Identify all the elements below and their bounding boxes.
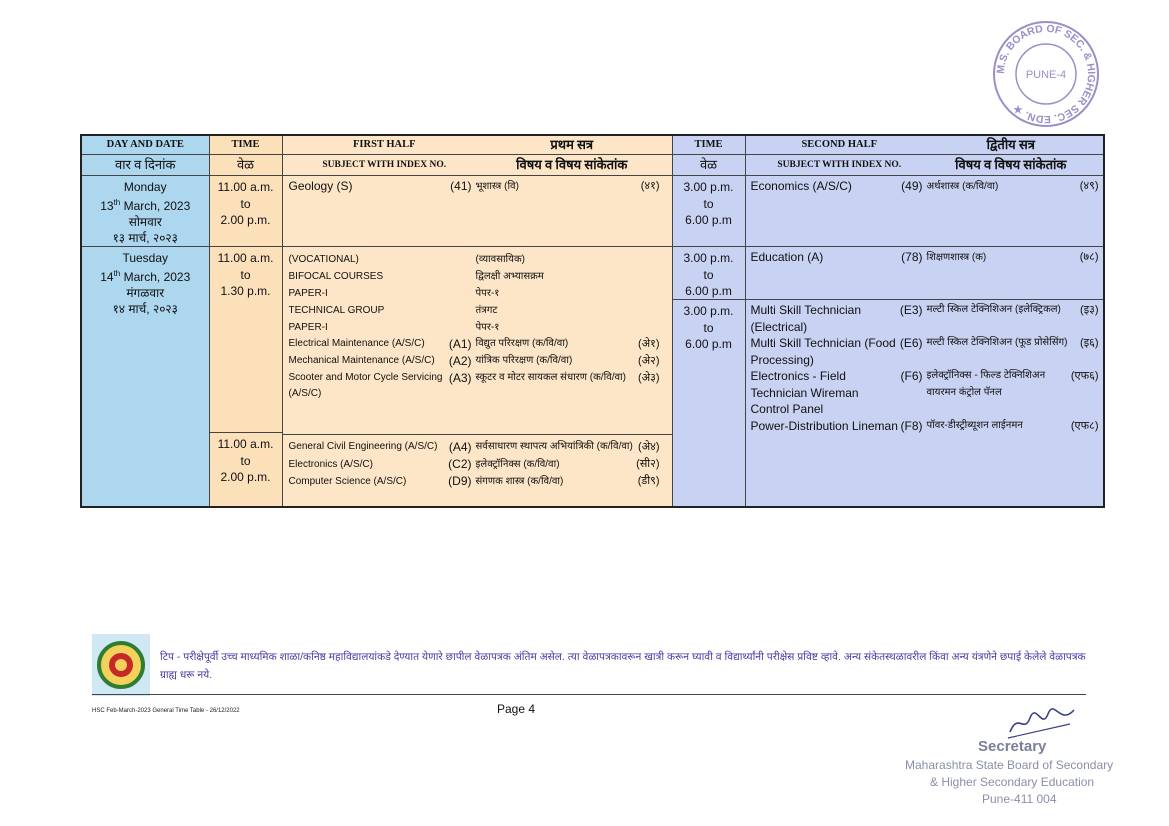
date-en: 13th March, 2023: [100, 198, 191, 213]
board-name-line-3: Pune-411 004: [982, 792, 1057, 806]
svg-text:M.S. BOARD OF SEC. & HIGHER SE: M.S. BOARD OF SEC. & HIGHER SEC. EDN. ★: [994, 22, 1098, 126]
header-time-1: TIME: [209, 135, 282, 155]
day-en: Monday: [123, 180, 167, 194]
subject-row: General Civil Engineering (A/S/C) (A4) सर्वसाधारण स्थापत्य अभियांत्रिकी (क/वि/वा) (अे४) Electronics (A/S/C) (C2) इलेक्ट्रॉनिक्स (क/वि/वा) (सी२) Computer Science (A/S/C) (D9) संगणक शास्त्र (क/वि/वा) (डी९): [288, 440, 660, 488]
day-mr: मंगळवार: [126, 286, 165, 300]
header-day-date: DAY AND DATE: [81, 135, 209, 155]
subject-en-2: SUBJECT WITH INDEX NO.: [777, 160, 902, 170]
footer-note: टिप - परीक्षेपूर्वी उच्च माध्यमिक शाळा/कनिष्ठ महाविद्यालयांकडे देण्यात येणारे छापील वेळापत्रक अंतिम असेल. त्या वेळापत्रकावरून खात्री करून घ्यावी व विद्यार्थ्यांनी परीक्षेस प्रविष्ट व्हावे. अन्य संकेतस्थळावरील किंवा अन्य यंत्रणेने छपाई केलेले वेळापत्रक ग्राह्य धरू नये.: [160, 651, 1086, 681]
second-half-subjects: [745, 247, 1104, 507]
date-mr: १३ मार्च, २०२३: [112, 231, 178, 245]
time-cell: 11.00 a.m. to 2.00 p.m.: [209, 176, 282, 247]
subject-row: Economics (A/S/C) (49) अर्थशास्त्र (क/वि/वा) (४९): [750, 179, 1099, 193]
day-cell: [81, 176, 209, 247]
first-half-en: FIRST HALF: [352, 139, 416, 150]
subject-row: Geology (S) (41) भूशास्त्र (वि) (४१): [288, 179, 660, 193]
board-logo: [92, 634, 150, 696]
footer-divider: [92, 694, 1086, 695]
board-name-line-1: Maharashtra State Board of Secondary: [905, 758, 1114, 772]
secretary-title: Secretary: [978, 738, 1047, 755]
header-second-half: [745, 135, 1104, 155]
page-number: Page 4: [497, 702, 536, 716]
svg-text:PUNE-4: PUNE-4: [1025, 69, 1067, 81]
second-half-mr: द्वितीय सत्र: [986, 137, 1035, 152]
header-time-2: TIME: [672, 135, 745, 155]
day-mr: सोमवार: [128, 215, 162, 229]
header-first-half: [282, 135, 672, 155]
subject-en-1: SUBJECT WITH INDEX NO.: [322, 160, 447, 170]
first-half-subjects: [282, 247, 672, 507]
date-en: 14th March, 2023: [100, 269, 191, 284]
header-time-mr-1: वेळ: [209, 155, 282, 176]
day-cell: [81, 247, 209, 507]
timetable: [80, 134, 1105, 508]
time-cell: 3.00 p.m. to 6.00 p.m 3.00 p.m. to 6.00 p.m: [672, 247, 745, 507]
document-id: HSC Feb-March-2023 General Time Table - 26/12/2022: [92, 708, 240, 714]
day-en: Tuesday: [122, 251, 169, 265]
subject-row: (VOCATIONAL) (व्यावसायिक) BIFOCAL COURSES द्विलक्षी अभ्यासक्रम PAPER-I पेपर-१ TECHNICAL GROUP तंत्रगट PAPER-I पेपर-१ Electrical Maintenance (A/S/C) (A1) विद्युत परिरक्षण (क/वि/वा) (अे१) Mechanical Maintenance (A/S/C) (A2) यांत्रिक परिरक्षण (क/वि/वा) (अे२) Scooter and Motor Cycle Servicing (A/S/C) (A3) स्कूटर व मोटर सायकल संधारण (क/वि/वा) (अे३): [288, 254, 660, 399]
first-half-mr: प्रथम सत्र: [550, 137, 594, 152]
second-half-en: SECOND HALF: [801, 139, 878, 150]
board-name-line-2: & Higher Secondary Education: [930, 775, 1095, 789]
time-cell: 3.00 p.m. to 6.00 p.m: [672, 176, 745, 247]
time-cell: 11.00 a.m. to 1.30 p.m. 11.00 a.m. to 2.00 p.m.: [209, 247, 282, 507]
subject-row: Education (A) (78) शिक्षणशास्त्र (क) (७८): [750, 250, 1099, 264]
header-subject-1: [282, 155, 672, 176]
emblem-icon: [92, 634, 150, 696]
header-subject-2: [745, 155, 1104, 176]
header-day-date-mr: वार व दिनांक: [81, 155, 209, 176]
header-time-mr-2: वेळ: [672, 155, 745, 176]
date-mr: १४ मार्च, २०२३: [112, 302, 178, 316]
subject-mr-1: विषय व विषय सांकेतांक: [516, 157, 628, 172]
subject-mr-2: विषय व विषय सांकेतांक: [955, 157, 1067, 172]
board-seal: [990, 18, 1102, 130]
subject-row: Multi Skill Technician (Electrical) (E3) मल्टी स्किल टेक्निशिअन (इलेक्ट्रिकल) (इ३) Multi Skill Technician (Food Processing) (E6) मल्टी स्किल टेक्निशिअन (फूड प्रोसेसिंग) (इ६) Electronics - Field Technician Wireman Control Panel (F6) इलेक्ट्रॉनिक्स - फिल्ड टेक्निशिअन वायरमन कंट्रोल पॅनल (एफ६) Power-Distribution Lineman (F8) पॉवर-डीस्ट्रीब्यूशन लाईनमन (एफ८): [750, 303, 1099, 433]
first-half-subjects: [282, 176, 672, 247]
second-half-subjects: [745, 176, 1104, 247]
